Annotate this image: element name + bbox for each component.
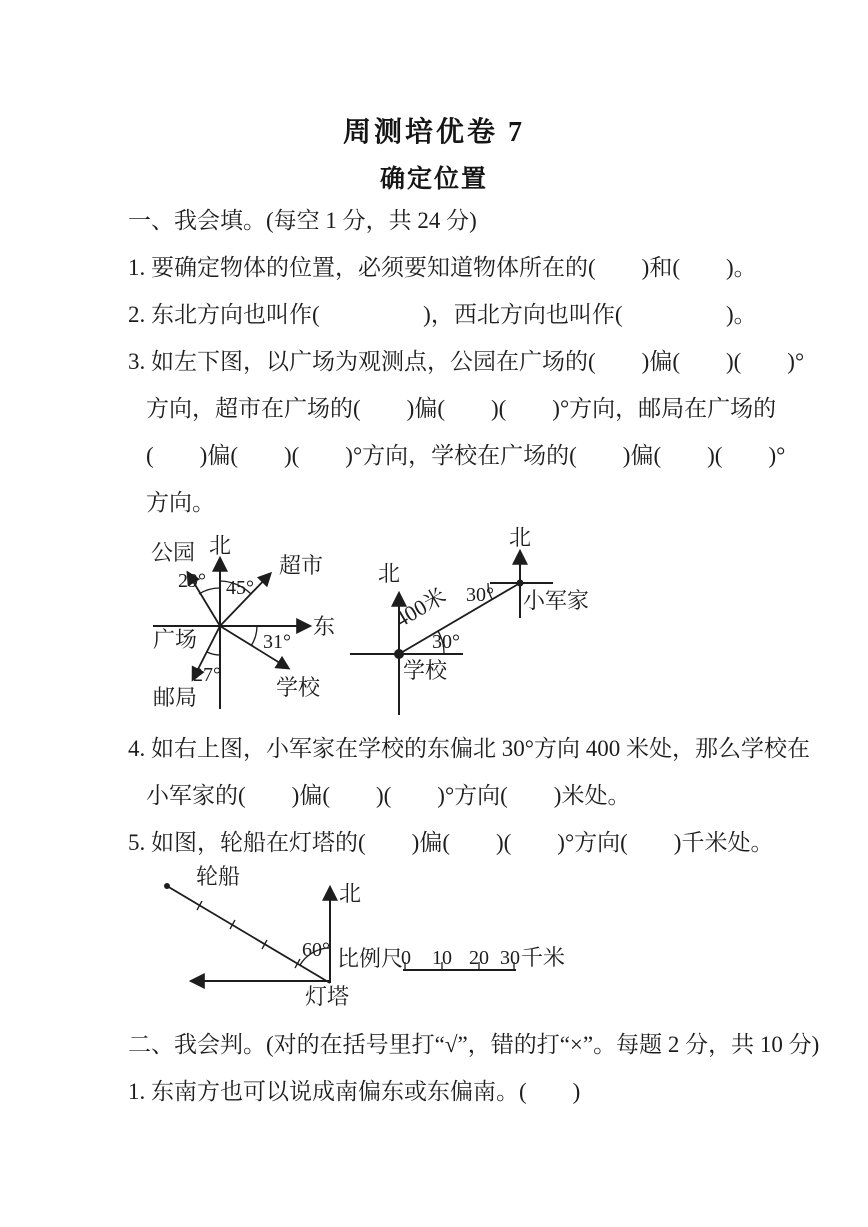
question-4-line1: 4. 如右上图，小军家在学校的东偏北 30°方向 400 米处，那么学校在: [128, 736, 810, 761]
question-3-line3: ( )偏( )( )°方向，学校在广场的( )偏( )( )°: [146, 443, 786, 468]
post-angle-label: 27°: [193, 664, 221, 686]
question-5: 5. 如图，轮船在灯塔的( )偏( )( )°方向( )千米处。: [128, 830, 774, 855]
lighthouse-ship-diagram: [150, 856, 580, 1018]
post-angle-arc: [207, 652, 220, 655]
question-1: 1. 要确定物体的位置，必须要知道物体所在的( )和( )。: [128, 255, 757, 280]
park-label: 公园: [151, 540, 196, 565]
north-label: 北: [339, 881, 362, 906]
post-office-label: 邮局: [153, 685, 198, 710]
question-3-line2: 方向，超市在广场的( )偏( )( )°方向，邮局在广场的: [146, 396, 777, 421]
page-subtitle: 确定位置: [379, 166, 488, 193]
scale-label: 比例尺: [337, 946, 404, 971]
question-2: 2. 东北方向也叫作( )，西北方向也叫作( )。: [128, 302, 757, 327]
scale-number-0: 0: [401, 947, 411, 969]
school-angle-label: 30°: [432, 631, 460, 653]
scale-number-20: 20: [469, 947, 489, 969]
school-angle-arc: [251, 626, 257, 646]
scale-number-10: 10: [432, 947, 452, 969]
ship-line: [167, 886, 330, 983]
school-label: 学校: [276, 675, 321, 700]
question-3-line1: 3. 如左下图，以广场为观测点，公园在广场的( )偏( )( )°: [128, 349, 805, 374]
north-label: 北: [209, 533, 232, 558]
school-north-label: 北: [378, 561, 401, 586]
home-north-label: 北: [509, 525, 532, 550]
east-label: 东: [313, 614, 336, 639]
lighthouse-label: 灯塔: [305, 984, 350, 1009]
distance-label: 400米: [390, 582, 451, 633]
plaza-compass-diagram: [133, 513, 381, 733]
market-angle-label: 45°: [226, 577, 254, 599]
school-home-diagram: [348, 513, 610, 728]
scale-number-30: 30: [500, 947, 520, 969]
school-angle-label: 31°: [263, 631, 291, 653]
market-label: 超市: [279, 553, 324, 578]
home-point: [517, 580, 524, 587]
ship-point: [164, 883, 170, 889]
scale-unit-label: 千米: [521, 945, 566, 970]
plaza-label: 广场: [153, 627, 198, 652]
page-title: 周测培优卷 7: [342, 117, 525, 148]
question-3-line4: 方向。: [146, 490, 215, 515]
park-angle-label: 29°: [178, 570, 206, 592]
home-angle-label: 30°: [466, 584, 494, 606]
school-label: 学校: [403, 658, 448, 683]
ship-label: 轮船: [196, 864, 241, 889]
home-label: 小军家: [523, 588, 590, 613]
question-4-line2: 小军家的( )偏( )( )°方向( )米处。: [146, 783, 631, 808]
section2-question-1: 1. 东南方也可以说成南偏东或东偏南。( ): [128, 1079, 581, 1104]
angle-label: 60°: [302, 939, 330, 961]
section1-heading: 一、我会填。(每空 1 分，共 24 分): [128, 208, 477, 233]
section2-heading: 二、我会判。(对的在括号里打“√”，错的打“×”。每题 2 分，共 10 分): [128, 1032, 820, 1057]
